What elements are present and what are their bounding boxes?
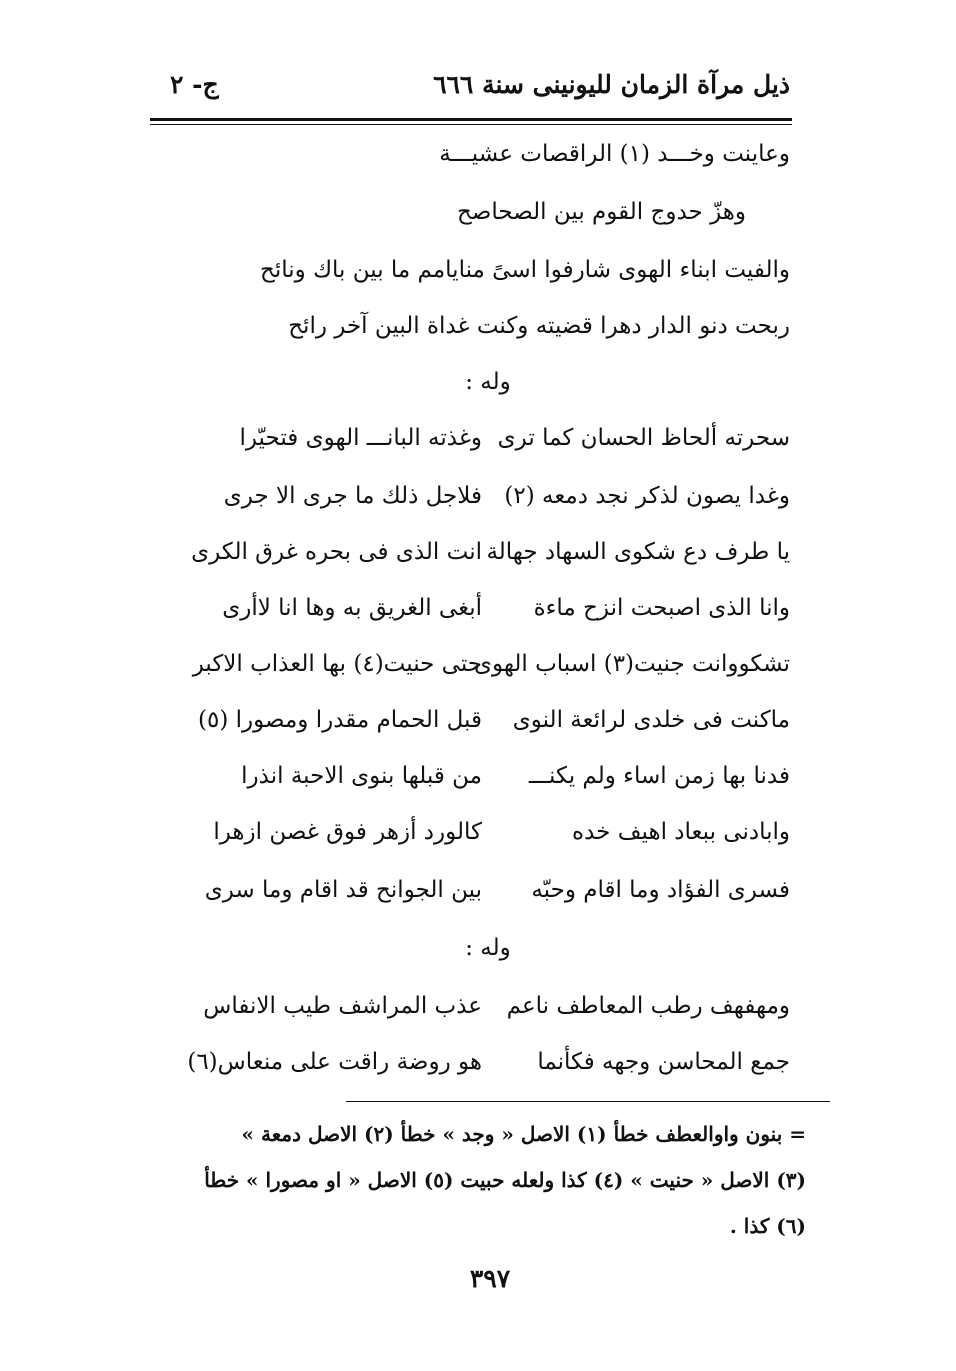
- running-header: [170, 66, 790, 110]
- verse-hemistich-right: فدنا بها زمن اساء ولم يكنـــ: [528, 763, 790, 789]
- footnote-rule: [346, 1101, 830, 1102]
- verse-hemistich-right: فسرى الفؤاد وما اقام وحبّه: [531, 877, 790, 903]
- verse-hemistich-left: عذب المراشف طيب الانفاس: [203, 993, 482, 1019]
- verse-hemistich-left: وغذته البانـــ الهوى فتحيّرا: [239, 425, 482, 451]
- header-title: ذيل مرآة الزمان لليونينى سنة ٦٦٦: [433, 70, 790, 99]
- opening-line: وعاينت وخـــد (١) الراقصات عشيـــة: [439, 141, 790, 167]
- verse-hemistich-left: قبل الحمام مقدرا ومصورا (٥): [198, 707, 482, 733]
- verse-hemistich-right: وغدا يصون لذكر نجد دمعه (٢): [504, 483, 790, 509]
- footnote-line: (٣) الاصل « حنيت » (٤) كذا ولعله حبيت (٥) الاصل « او مصورا » خطأ: [204, 1168, 806, 1192]
- opening-line: وهزّ حدوج القوم بين الصحاصح: [457, 199, 746, 225]
- verse-hemistich-left: هو روضة راقت على منعاس(٦): [187, 1049, 482, 1075]
- section-label: وله :: [465, 369, 511, 395]
- footnote-line: (٦) كذا .: [729, 1214, 806, 1238]
- verse-hemistich-left: بين الجوانح قد اقام وما سرى: [204, 877, 482, 903]
- verse-hemistich-right: سحرته ألحاظ الحسان كما ترى: [497, 425, 790, 451]
- verse-hemistich-right: وانا الذى اصبحت انزح ماءة: [533, 595, 790, 621]
- verse-hemistich-left: كالورد أزهر فوق غصن ازهرا: [213, 819, 482, 845]
- footnote-line: = بنون واوالعطف خطأ (١) الاصل « وجد » خطأ (٢) الاصل دمعة »: [241, 1122, 806, 1146]
- verse-hemistich-right: جمع المحاسن وجهه فكأنما: [537, 1049, 790, 1075]
- section-label: وله :: [465, 935, 511, 961]
- header-rule-thick: [150, 118, 792, 121]
- verse-hemistich-left: فلاجل ذلك ما جرى الا جرى: [223, 483, 482, 509]
- verse-hemistich-right: ومهفهف رطب المعاطف ناعم: [506, 993, 790, 1019]
- page-number: ٣٩٧: [469, 1264, 511, 1293]
- verse-hemistich-right: يا طرف دع شكوى السهاد جهالة: [486, 539, 790, 565]
- header-rule-thin: [150, 124, 792, 125]
- opening-line: والفيت ابناء الهوى شارفوا اسىً منايامم ما بين باك ونائح: [260, 257, 790, 283]
- verse-hemistich-left: أبغى الغريق به وها انا لاأرى: [222, 595, 482, 621]
- verse-hemistich-left: انت الذى فى بحره غرق الكرى: [191, 539, 482, 565]
- verse-hemistich-right: وابادنى ببعاد اهيف خده: [572, 819, 790, 845]
- header-volume: ج- ٢: [170, 70, 219, 99]
- verse-hemistich-left: حتى حنيت(٤) بها العذاب الاكبر: [192, 651, 482, 677]
- verse-hemistich-right: تشكووانت جنيت(٣) اسباب الهوى: [473, 651, 790, 677]
- verse-hemistich-left: من قبلها بنوى الاحبة انذرا: [241, 763, 482, 789]
- opening-line: ربحت دنو الدار دهرا قضيته وكنت غداة البين آخر رائح: [288, 313, 790, 339]
- verse-hemistich-right: ماكنت فى خلدى لرائعة النوى: [512, 707, 790, 733]
